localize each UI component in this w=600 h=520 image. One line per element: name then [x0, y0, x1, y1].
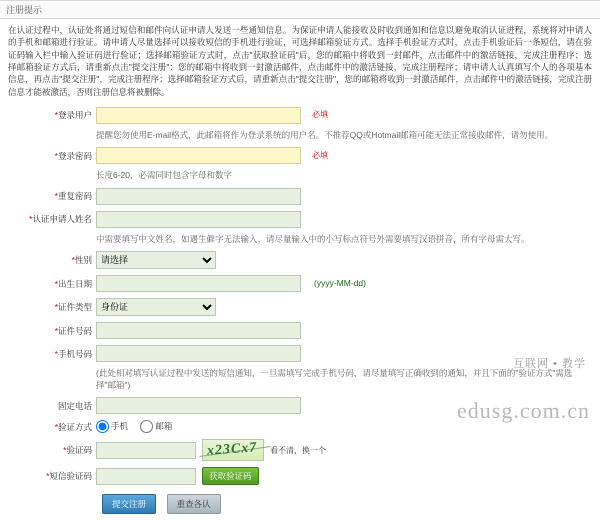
username-label — [6, 104, 94, 127]
required-mark: * — [54, 421, 58, 432]
cert-no-hint — [306, 319, 594, 342]
realname-hint: 中需要填写中文姓名，如遇生僻字无法输入，请尽量输入中的小写标点符号外需要填写汉语拼音，所有字母需大写。 — [96, 233, 530, 244]
form-row-username-hint — [6, 127, 594, 144]
cert-type-label — [6, 295, 94, 319]
realname-label-text: 认证申请人姓名 — [32, 214, 92, 225]
spacer-cell-2 — [6, 167, 94, 184]
captcha-image-text: x23Cx7 — [206, 440, 258, 460]
password-repeat-label-text: 重复密码 — [57, 191, 92, 202]
password-repeat-input[interactable] — [96, 188, 301, 205]
top-divider — [0, 0, 600, 1]
telephone-field-cell — [94, 394, 306, 417]
birthday-format-cell — [306, 272, 594, 295]
sms-code-label-text: 短信验证码 — [49, 471, 92, 482]
required-mark: * — [54, 302, 58, 313]
required-mark: * — [71, 255, 75, 266]
form-row-birthday — [6, 272, 594, 295]
realname-must — [306, 208, 594, 231]
password-repeat-label — [6, 185, 94, 208]
cert-type-hint — [306, 295, 594, 319]
mobile-input[interactable] — [96, 345, 301, 362]
cert-type-label-text: 证件类型 — [57, 302, 92, 313]
password-repeat-field-cell — [94, 185, 306, 208]
mobile-label — [6, 342, 94, 365]
captcha-cell — [94, 436, 594, 464]
password-hint: 长度6-20，必需同时包含字母和数字 — [96, 170, 233, 181]
telephone-label-text: 固定电话 — [57, 400, 92, 411]
mobile-hint: (此处相对填写认证过程中发送的短信通知，一旦需填写完成手机号码，请尽量填写正确收到的通知，并且下面的"验证方式"需选择"邮箱") — [96, 368, 573, 390]
captcha-input[interactable] — [96, 442, 196, 459]
form-row-cert-no — [6, 319, 594, 342]
required-mark: * — [54, 110, 58, 121]
gender-select[interactable] — [96, 251, 216, 269]
form-row-captcha — [6, 436, 594, 464]
captcha-refresh-link[interactable]: 看不清，换一个 — [270, 445, 326, 455]
form-row-password — [6, 144, 594, 167]
telephone-input[interactable] — [96, 397, 301, 414]
realname-label — [6, 208, 94, 231]
verify-method-label — [6, 417, 94, 436]
birthday-format: (yyyy-MM-dd) — [314, 278, 366, 289]
username-must: 必填 — [312, 110, 328, 120]
username-input[interactable] — [96, 107, 301, 124]
username-field-cell — [94, 104, 306, 127]
verify-method-mobile-radio[interactable] — [96, 420, 109, 433]
cert-no-input[interactable] — [96, 322, 301, 339]
mobile-label-text: 手机号码 — [57, 348, 92, 359]
watermark-top: 互联网 • 教学 — [513, 358, 586, 370]
username-hint-cell — [306, 104, 594, 127]
form-row-password-repeat — [6, 185, 594, 208]
username-hint: 提醒您勿使用E-mail格式，此邮箱将作为登录系统的用户名。不推荐QQ或Hotmail邮箱可能无法正常接收邮件，请勿使用。 — [96, 129, 554, 140]
captcha-row — [96, 439, 592, 461]
form-actions — [6, 488, 594, 520]
cert-no-label — [6, 319, 94, 342]
required-mark: * — [29, 214, 33, 225]
password-repeat-hint — [306, 185, 594, 208]
birthday-field-cell — [94, 272, 306, 295]
spacer-cell-4 — [6, 365, 94, 394]
password-must: 必填 — [312, 150, 328, 160]
birthday-input[interactable] — [96, 275, 301, 292]
form-row-gender — [6, 248, 594, 272]
required-mark: * — [54, 150, 58, 161]
verify-method-mobile-option[interactable] — [96, 421, 130, 431]
form-row-mobile-hint — [6, 365, 594, 394]
captcha-image[interactable] — [202, 439, 264, 461]
submit-button[interactable]: 提交注册 — [102, 494, 156, 514]
form-row-mobile — [6, 342, 594, 365]
sms-code-label — [6, 464, 94, 488]
form-row-realname-hint — [6, 231, 594, 248]
sms-code-row — [96, 467, 592, 485]
cert-type-field-cell — [94, 295, 306, 319]
birthday-label — [6, 272, 94, 295]
get-verification-code-button[interactable]: 获取验证码 — [202, 467, 259, 485]
form-row-username — [6, 104, 594, 127]
captcha-label-text: 验证码 — [66, 445, 92, 456]
form-row-password-hint — [6, 167, 594, 184]
form-row-cert-type — [6, 295, 594, 319]
cert-no-field-cell — [94, 319, 306, 342]
password-label-text: 登录密码 — [57, 150, 92, 161]
password-input[interactable] — [96, 147, 301, 164]
intro-text: 在认证过程中，认证处将通过短信和邮件向认证申请人发送一些通知信息。为保证申请人能接收及时收到通知和信息以避免取消认证进程，系统将对申请人的手机和邮箱进行验证。请申请人尽量选择可以接收短信的手机进行验证，可选择邮箱验证方式。选择手机验证方式时，点击手机验证后一条短信，请在验证码输入栏中输入验证码进行验证；选择邮箱验证方式时，点击"获取验证码"后，您的邮箱中将收到一封邮件，点击邮件中的激活链接，完成注册程序；选择邮箱验证方式后，请重新点击"提交注册"；您的邮箱中将收到一封激活邮件，点击邮件中的激活链接，完成注册程序；请申请人认真填写个人的各项基本信息，再点击"提交注册"，完成注册程序；选择邮箱验证方式后，请重新点击"提交注册"，您的邮箱将收到一封激活邮件，点击邮件中的激活链接，完成注册信息才能被激活，否则注册信息将被删除。 — [8, 25, 592, 97]
password-label — [6, 144, 94, 167]
sms-code-cell — [94, 464, 594, 488]
verify-method-label-text: 验证方式 — [57, 421, 92, 432]
required-mark: * — [54, 325, 58, 336]
required-mark: * — [54, 348, 58, 359]
reset-button[interactable]: 重查各认 — [167, 494, 221, 514]
gender-hint — [306, 248, 594, 272]
required-mark: * — [54, 278, 58, 289]
gender-label — [6, 248, 94, 272]
spacer-cell-1 — [6, 127, 94, 144]
form-row-realname — [6, 208, 594, 231]
realname-input[interactable] — [96, 211, 301, 228]
verify-method-mobile-label: 手机 — [111, 421, 129, 432]
gender-label-text: 性别 — [74, 255, 92, 266]
password-must-cell — [306, 144, 594, 167]
verify-method-email-label: 邮箱 — [155, 421, 173, 432]
sms-code-input[interactable] — [96, 468, 196, 485]
username-label-text: 登录用户 — [57, 110, 92, 121]
gender-field-cell — [94, 248, 306, 272]
page-title: 注册提示 — [0, 0, 600, 19]
realname-field-cell — [94, 208, 306, 231]
watermark-bottom: edusg.com.cn — [457, 398, 590, 423]
telephone-label — [6, 394, 94, 417]
password-field-cell — [94, 144, 306, 167]
required-mark: * — [54, 191, 58, 202]
spacer-cell-3 — [6, 231, 94, 248]
mobile-field-cell — [94, 342, 306, 365]
verify-method-email-option[interactable] — [140, 421, 172, 431]
registration-form — [0, 102, 600, 520]
form-row-sms-code — [6, 464, 594, 488]
verify-method-email-radio[interactable] — [140, 420, 153, 433]
cert-no-label-text: 证件号码 — [57, 325, 92, 336]
cert-type-select[interactable] — [96, 298, 216, 316]
captcha-label — [6, 436, 94, 464]
required-mark: * — [63, 445, 67, 456]
required-mark: * — [46, 471, 50, 482]
birthday-label-text: 出生日期 — [57, 278, 92, 289]
